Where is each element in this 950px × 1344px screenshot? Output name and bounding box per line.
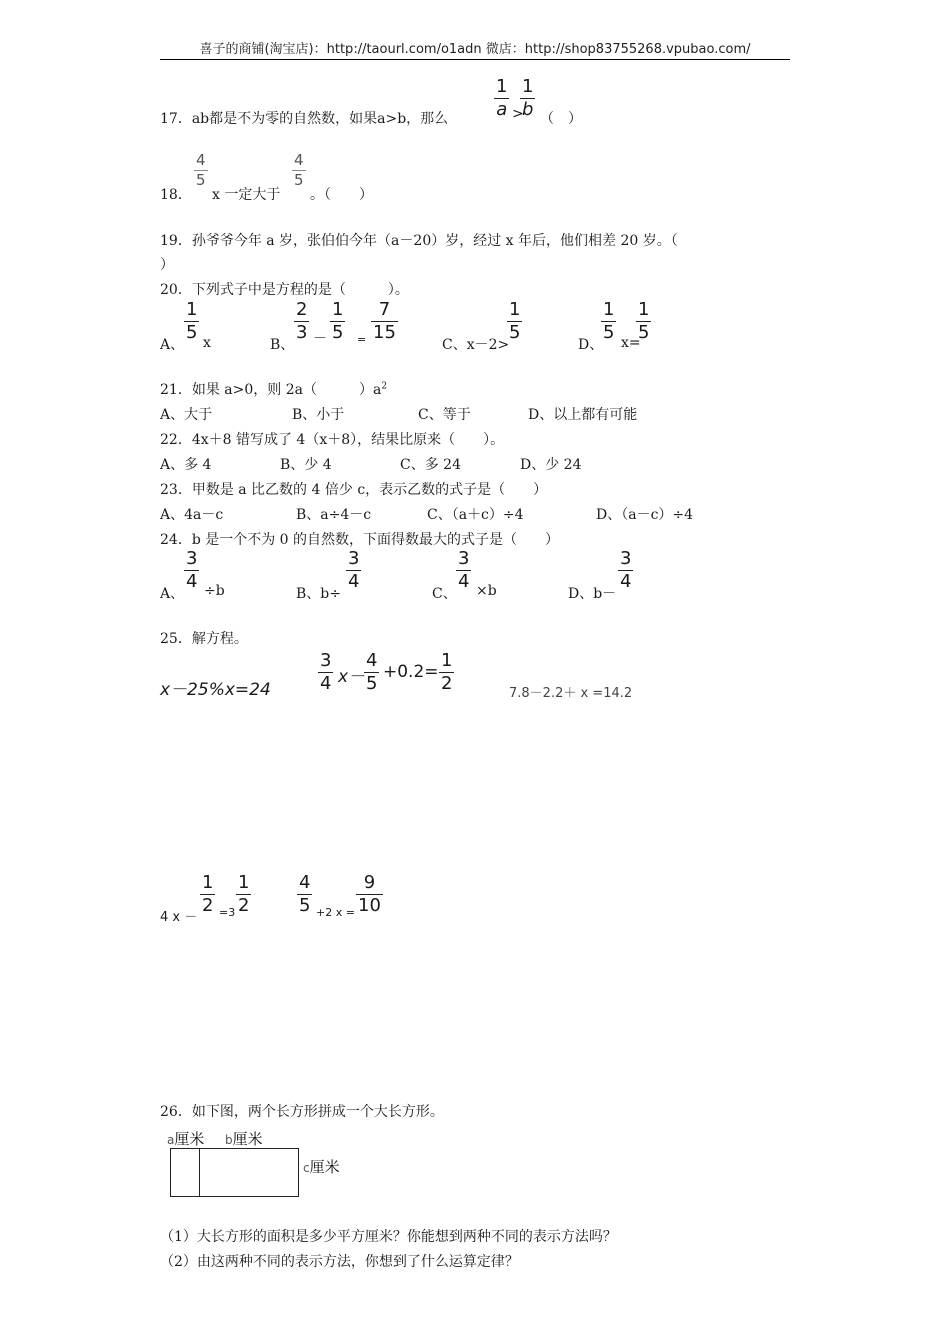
q25-eq2-mid: x－ [338, 667, 366, 687]
q24-b-fraction [346, 550, 361, 591]
q25-eq2-fraction-3 [439, 652, 454, 693]
q17-f2-num: 1 [522, 76, 534, 97]
q23-option-b: B、a÷4－c [296, 507, 372, 523]
q24-c-tail: ×b [476, 583, 497, 599]
q25-eq5-d2: 10 [358, 895, 381, 916]
rectangle-diagram [165, 1128, 365, 1200]
q20-d-den1: 5 [603, 322, 615, 343]
q23-option-a: A、4a－c [160, 507, 224, 523]
q25-eq5-fraction-1 [297, 874, 312, 915]
q20-b-num2: 1 [332, 299, 344, 320]
q25-eq4-d1: 2 [202, 895, 214, 916]
q20-a-fraction [184, 301, 199, 342]
q17-f2-den: b [522, 99, 534, 120]
q18-f1-den: 5 [196, 171, 206, 189]
q24-b-den: 4 [348, 571, 360, 592]
q23-option-c: C、（a＋c）÷4 [427, 507, 524, 523]
q24-a-label: A、 [160, 586, 185, 602]
q24-d-den: 4 [620, 571, 632, 592]
label-a-cm [167, 1128, 204, 1149]
large-rectangle [198, 1148, 299, 1197]
q17-fraction-2 [520, 78, 535, 119]
q25-eq2-fraction-2 [364, 652, 379, 693]
q20-d-num1: 1 [603, 299, 615, 320]
q19-line-1: 19．孙爷爷今年 a 岁，张伯伯今年（a－20）岁，经过 x 年后，他们相差 20 岁。（ [160, 233, 678, 249]
q24-a-fraction [184, 550, 199, 591]
q22-text: 22．4x＋8 错写成了 4（x＋8），结果比原来（ ）。 [160, 432, 505, 448]
q24-a-tail: ÷b [204, 583, 225, 599]
label-b-unit: 厘米 [232, 1130, 263, 1148]
page-header: 喜子的商铺(淘宝店)：http://taourl.com/o1adn 微店：http://shop83755268.vpubao.com/ [199, 42, 751, 57]
question-17-text: 17．ab都是不为零的自然数，如果a>b，那么 [160, 111, 449, 127]
q25-eq2-n3: 1 [441, 650, 453, 671]
q25-text: 25．解方程。 [160, 631, 248, 647]
q24-text: 24．b 是一个不为 0 的自然数，下面得数最大的式子是（ ） [160, 532, 560, 548]
q20-a-label: A、 [160, 337, 185, 353]
q18-f2-den: 5 [294, 171, 304, 189]
q20-d-label: D、 [578, 337, 604, 353]
q18-mid: x 一定大于 [212, 187, 281, 203]
label-b-cm [225, 1128, 263, 1149]
label-c-var: c [303, 1161, 310, 1175]
q24-d-fraction [618, 550, 633, 591]
q24-d-num: 3 [620, 548, 632, 569]
q21-option-a: A、大于 [160, 407, 213, 423]
q20-b-den1: 3 [296, 322, 308, 343]
q18-prefix: 18． [160, 187, 192, 203]
q20-b-den3: 15 [373, 322, 396, 343]
q24-c-label: C、 [432, 586, 457, 602]
q24-b-label: B、b÷ [296, 586, 341, 602]
q18-f2-num: 4 [294, 151, 304, 169]
q18-fraction-2 [292, 153, 306, 188]
q19-line-2: ） [160, 257, 174, 273]
header-rule [160, 59, 790, 60]
q24-b-num: 3 [348, 548, 360, 569]
q25-equation-3: 7.8－2.2＋ x =14.2 [509, 686, 633, 701]
small-rectangle [170, 1148, 200, 1197]
q21-exponent: 2 [381, 381, 388, 392]
q25-eq2-n1: 3 [320, 650, 332, 671]
q24-c-den: 4 [458, 571, 470, 592]
q25-eq4-prefix: 4 x － [160, 910, 198, 925]
q20-d-mid: x= [621, 335, 641, 351]
q22-option-a: A、多 4 [160, 457, 212, 473]
q23-option-d: D、（a－c）÷4 [596, 507, 694, 523]
q25-eq5-d1: 5 [299, 895, 311, 916]
q25-eq2-d2: 5 [366, 673, 378, 694]
q24-a-num: 3 [186, 548, 198, 569]
q20-c-fraction [507, 301, 522, 342]
q25-eq2-fraction-1 [318, 652, 333, 693]
q25-eq4-eq: =3 [219, 906, 236, 919]
q20-text: 20．下列式子中是方程的是（ ）。 [160, 282, 409, 298]
q21-option-b: B、小于 [292, 407, 345, 423]
q25-eq4-d2: 2 [238, 895, 250, 916]
q25-eq5-n1: 4 [299, 872, 311, 893]
q25-eq4-fraction-1 [200, 874, 215, 915]
q25-eq2-n2: 4 [366, 650, 378, 671]
q20-b-num3: 7 [378, 299, 391, 320]
q25-equation-1: x－25%x=24 [160, 680, 271, 700]
label-a-var: a [167, 1133, 175, 1147]
q17-answer-paren: （ ） [540, 111, 582, 127]
q20-a-num: 1 [186, 299, 198, 320]
q23-text: 23．甲数是 a 比乙数的 4 倍少 c，表示乙数的式子是（ ） [160, 482, 548, 498]
q25-eq4-n1: 1 [202, 872, 214, 893]
q20-b-minus: － [313, 331, 327, 347]
q20-b-fraction-2 [330, 301, 345, 342]
label-a-unit: 厘米 [174, 1130, 205, 1148]
q17-f1-num: 1 [496, 76, 508, 97]
q20-d-fraction-2 [636, 301, 651, 342]
q20-a-den: 5 [186, 322, 198, 343]
q17-f1-den: a [496, 99, 508, 120]
q18-fraction-1 [194, 153, 208, 188]
q25-eq2-d3: 2 [441, 673, 453, 694]
q20-c-label: C、x－2> [442, 337, 510, 353]
q22-option-b: B、少 4 [280, 457, 332, 473]
q25-eq5-mid: +2 x = [316, 906, 355, 919]
q20-c-num: 1 [509, 299, 521, 320]
q24-d-label: D、b－ [568, 586, 617, 602]
q26-text: 26．如下图，两个长方形拼成一个大长方形。 [160, 1104, 444, 1120]
q20-b-fraction-3 [371, 301, 398, 342]
q21-option-d: D、以上都有可能 [528, 407, 638, 423]
q20-d-fraction-1 [601, 301, 616, 342]
q20-c-den: 5 [509, 322, 521, 343]
q25-eq2-plus: +0.2= [383, 662, 439, 682]
q17-gt: > [512, 106, 524, 122]
q18-suffix: 。（ ） [310, 187, 373, 203]
q25-eq2-d1: 4 [320, 673, 332, 694]
q24-c-fraction [456, 550, 471, 591]
q24-a-den: 4 [186, 571, 198, 592]
q26-sub-question-1: （1）大长方形的面积是多少平方厘米？你能想到两种不同的表示方法吗？ [160, 1229, 617, 1245]
q20-b-num1: 2 [296, 299, 308, 320]
q25-eq4-fraction-2 [236, 874, 251, 915]
q25-eq5-fraction-2 [356, 874, 383, 915]
q20-b-den2: 5 [332, 322, 344, 343]
q25-eq4-n2: 1 [238, 872, 250, 893]
label-c-unit: 厘米 [309, 1158, 340, 1176]
label-c-cm [303, 1156, 340, 1177]
q20-b-eq: = [357, 333, 367, 346]
q25-eq5-n2: 9 [363, 872, 376, 893]
label-b-var: b [225, 1133, 233, 1147]
q26-sub-question-2: （2）由这两种不同的表示方法，你想到了什么运算定律？ [160, 1254, 519, 1270]
q22-option-c: C、多 24 [400, 457, 461, 473]
q21-option-c: C、等于 [418, 407, 471, 423]
q22-option-d: D、少 24 [520, 457, 582, 473]
q21-text [160, 379, 387, 399]
q24-c-num: 3 [458, 548, 470, 569]
q20-d-den2: 5 [638, 322, 650, 343]
q20-b-fraction-1 [294, 301, 309, 342]
q17-fraction-1 [494, 78, 509, 119]
q20-d-num2: 1 [638, 299, 650, 320]
q21-text-main: 21．如果 a>0，则 2a（ ）a [160, 382, 382, 398]
q20-a-tail: x [203, 335, 211, 351]
q18-f1-num: 4 [196, 151, 206, 169]
q20-b-label: B、 [270, 337, 295, 353]
